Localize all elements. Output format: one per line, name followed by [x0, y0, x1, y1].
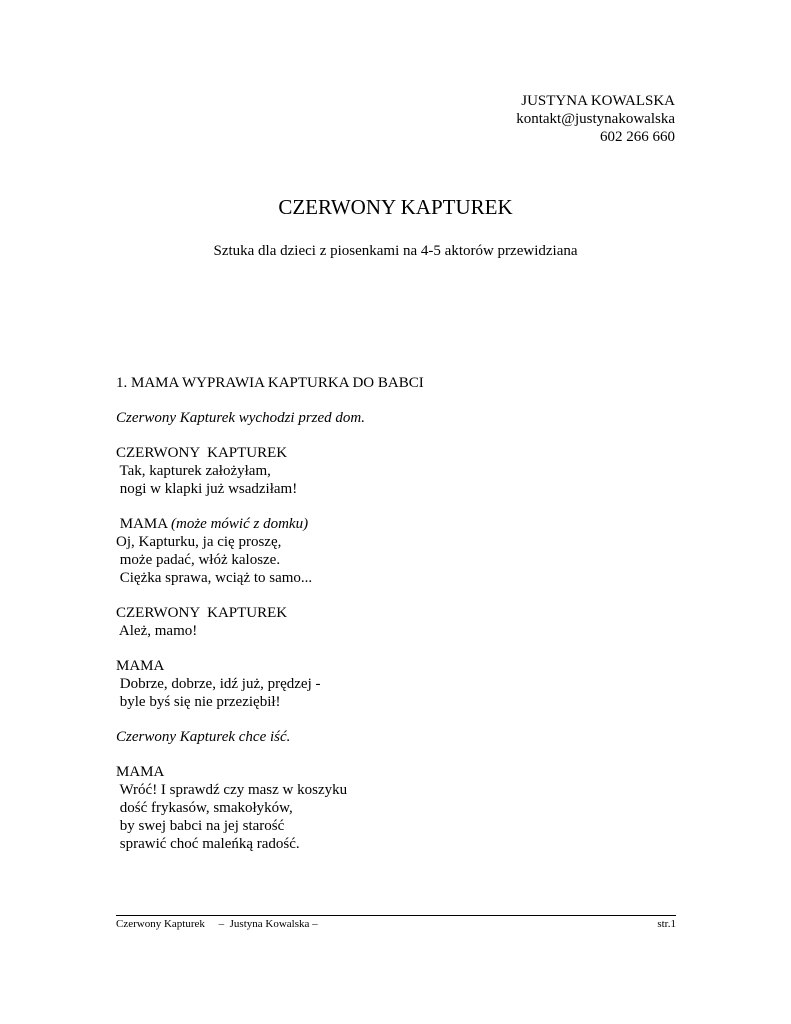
page-number: str.1 [657, 918, 676, 930]
dialogue-line: może padać, włóż kalosze. [116, 552, 281, 568]
author-phone: 602 266 660 [600, 129, 675, 145]
speaker-line [116, 515, 676, 533]
speaker-name: CZERWONY KAPTUREK [116, 445, 288, 461]
dialogue-line: Tak, kapturek założyłam, [116, 463, 271, 479]
script-body [116, 374, 676, 870]
contact-block [516, 92, 675, 146]
dialogue-line: Oj, Kapturku, ja cię proszę, [116, 534, 282, 550]
dialogue-line: by swej babci na jej starość [116, 818, 285, 834]
dialogue-line: Ciężka sprawa, wciąż to samo... [116, 570, 313, 586]
dialogue-block [116, 444, 676, 498]
speaker-name: MAMA [116, 516, 172, 532]
dialogue-line: Dobrze, dobrze, idź już, prędzej - [116, 676, 321, 692]
stage-direction: Czerwony Kapturek chce iść. [116, 729, 291, 745]
speaker-note: (może mówić z domku) [171, 516, 309, 532]
stage-direction: Czerwony Kapturek wychodzi przed dom. [116, 410, 366, 426]
speaker-name: CZERWONY KAPTUREK [116, 605, 288, 621]
footer-title: Czerwony Kapturek – Justyna Kowalska – [116, 918, 318, 930]
dialogue-block [116, 604, 676, 640]
play-title: CZERWONY KAPTUREK [278, 195, 513, 219]
author-email: kontakt@justynakowalska [516, 111, 675, 127]
dialogue-block [116, 763, 676, 853]
dialogue-line: byle byś się nie przeziębił! [116, 694, 281, 710]
speaker-name: MAMA [116, 658, 165, 674]
dialogue-line: sprawić choć maleńką radość. [116, 836, 300, 852]
dialogue-line: Ależ, mamo! [116, 623, 198, 639]
scene-heading: 1. MAMA WYPRAWIA KAPTURKA DO BABCI [116, 375, 424, 391]
dialogue-line: Wróć! I sprawdź czy masz w koszyku [116, 782, 348, 798]
play-subtitle: Sztuka dla dzieci z piosenkami na 4-5 aktorów przewidziana [213, 243, 578, 259]
dialogue-block [116, 515, 676, 587]
footer-divider [116, 915, 676, 916]
author-name: JUSTYNA KOWALSKA [521, 93, 675, 109]
dialogue-block [116, 657, 676, 711]
speaker-name: MAMA [116, 764, 165, 780]
dialogue-line: nogi w klapki już wsadziłam! [116, 481, 298, 497]
dialogue-line: dość frykasów, smakołyków, [116, 800, 293, 816]
